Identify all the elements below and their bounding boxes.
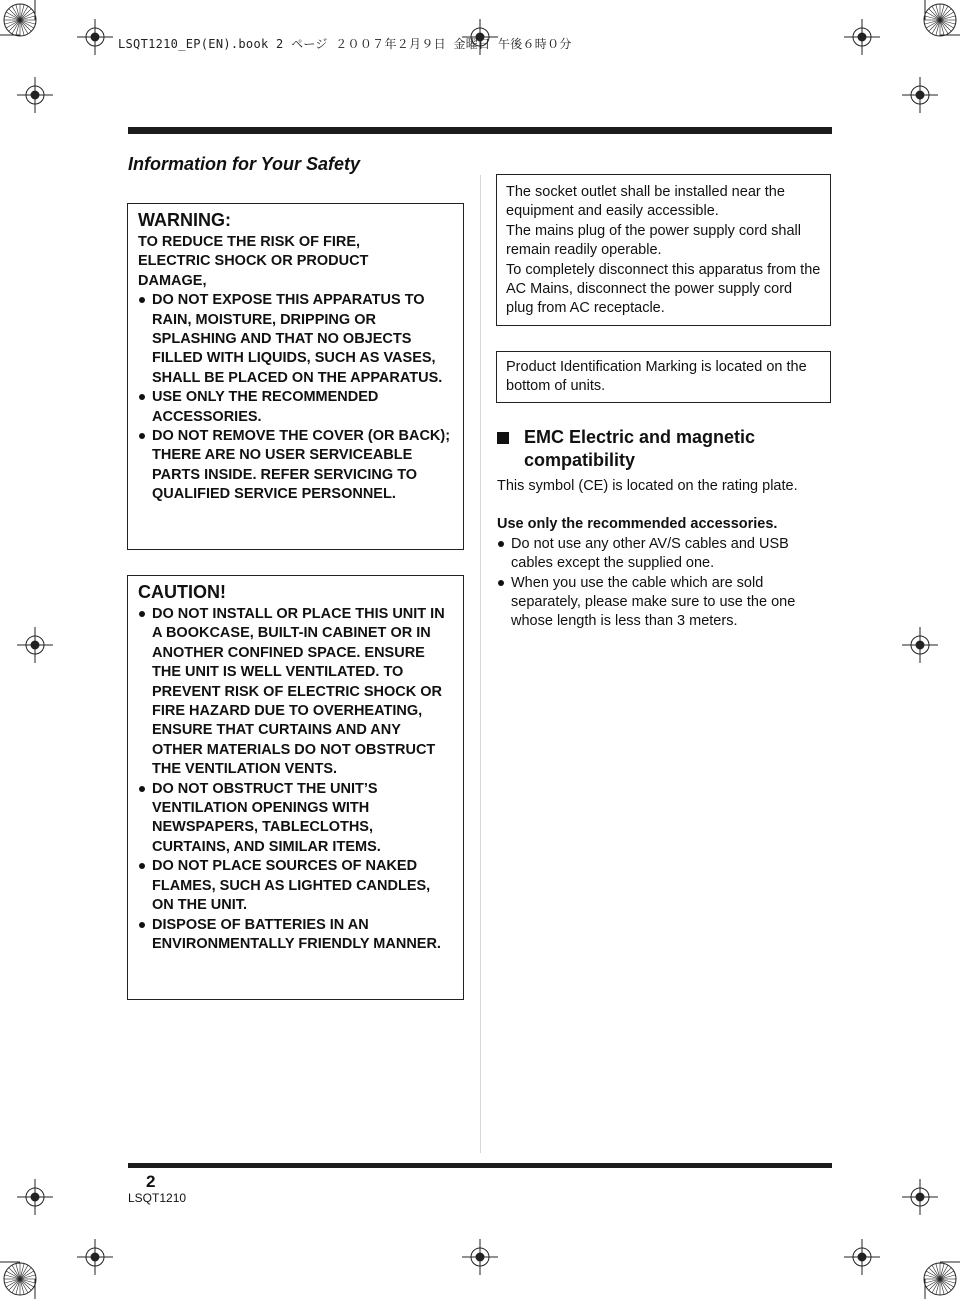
caution-list [138, 605, 453, 954]
bottom-rule [128, 1163, 832, 1168]
caution-heading: CAUTION! [138, 582, 226, 602]
caution-item: DO NOT PLACE SOURCES OF NAKED FLAMES, SUCH AS LIGHTED CANDLES, ON THE UNIT. [138, 857, 453, 915]
emc-list [497, 535, 831, 632]
caution-item: DISPOSE OF BATTERIES IN AN ENVIRONMENTALLY FRIENDLY MANNER. [138, 916, 453, 955]
socket-notice-box [496, 174, 831, 326]
emc-symbol-text: This symbol (CE) is located on the rating plate. [497, 478, 798, 494]
caution-box [127, 575, 464, 1000]
emc-item: When you use the cable which are sold separately, please make sure to use the one whose length is less than 3 meters. [497, 574, 831, 632]
model-code: LSQT1210 [128, 1191, 187, 1205]
warning-item: DO NOT EXPOSE THIS APPARATUS TO RAIN, MOISTURE, DRIPPING OR SPLASHING AND THAT NO OBJECTS FILLED WITH LIQUIDS, SUCH AS VASES, SHALL BE PLACED ON THE APPARATUS. [138, 291, 453, 388]
page-number: 2 [146, 1172, 156, 1191]
socket-text: The socket outlet shall be installed near the equipment and easily accessible. [506, 184, 785, 220]
emc-body [497, 477, 831, 632]
caution-item: DO NOT OBSTRUCT THE UNIT’S VENTILATION OPENINGS WITH NEWSPAPERS, TABLECLOTHS, CURTAINS, AND SIMILAR ITEMS. [138, 780, 453, 858]
warning-intro-line: DAMAGE, [138, 272, 207, 289]
warning-intro-line: ELECTRIC SHOCK OR PRODUCT [138, 253, 369, 270]
product-id-box [496, 351, 831, 403]
column-divider [480, 175, 481, 1153]
warning-heading: WARNING: [138, 210, 231, 230]
warning-item: USE ONLY THE RECOMMENDED ACCESSORIES. [138, 388, 453, 427]
socket-text: To completely disconnect this apparatus from the AC Mains, disconnect the power supply cord plug from AC receptacle. [506, 261, 821, 317]
warning-intro-line: TO REDUCE THE RISK OF FIRE, [138, 234, 361, 250]
product-id-text: Product Identification Marking is located on the bottom of units. [506, 359, 807, 395]
caution-item: DO NOT INSTALL OR PLACE THIS UNIT IN A BOOKCASE, BUILT-IN CABINET OR IN ANOTHER CONFINED SPACE. ENSURE THE UNIT IS WELL VENTILATED. TO PREVENT RISK OF ELECTRIC SHOCK OR FIRE HAZARD DUE TO OVERHEATING, ENSURE THAT CURTAINS AND ANY OTHER MATERIALS DO NOT OBSTRUCT THE VENTILATION VENTS. [138, 605, 453, 780]
warning-item: DO NOT REMOVE THE COVER (OR BACK); THERE ARE NO USER SERVICEABLE PARTS INSIDE. REFER SERVICING TO QUALIFIED SERVICE PERSONNEL. [138, 427, 453, 505]
section-title: Information for Your Safety [128, 154, 361, 174]
warning-intro [138, 233, 453, 291]
socket-text: The mains plug of the power supply cord shall remain readily operable. [506, 222, 801, 259]
book-file-header: LSQT1210_EP(EN).book 2 ページ ２００７年２月９日 金曜日 午後６時０分 [118, 37, 572, 51]
warning-box [127, 203, 464, 550]
top-rule [128, 127, 832, 134]
emc-item: Do not use any other AV/S cables and USB cables except the supplied one. [497, 535, 831, 574]
warning-list [138, 291, 453, 504]
emc-heading: EMC Electric and magnetic compatibility [497, 426, 817, 472]
accessories-heading: Use only the recommended accessories. [497, 516, 778, 533]
